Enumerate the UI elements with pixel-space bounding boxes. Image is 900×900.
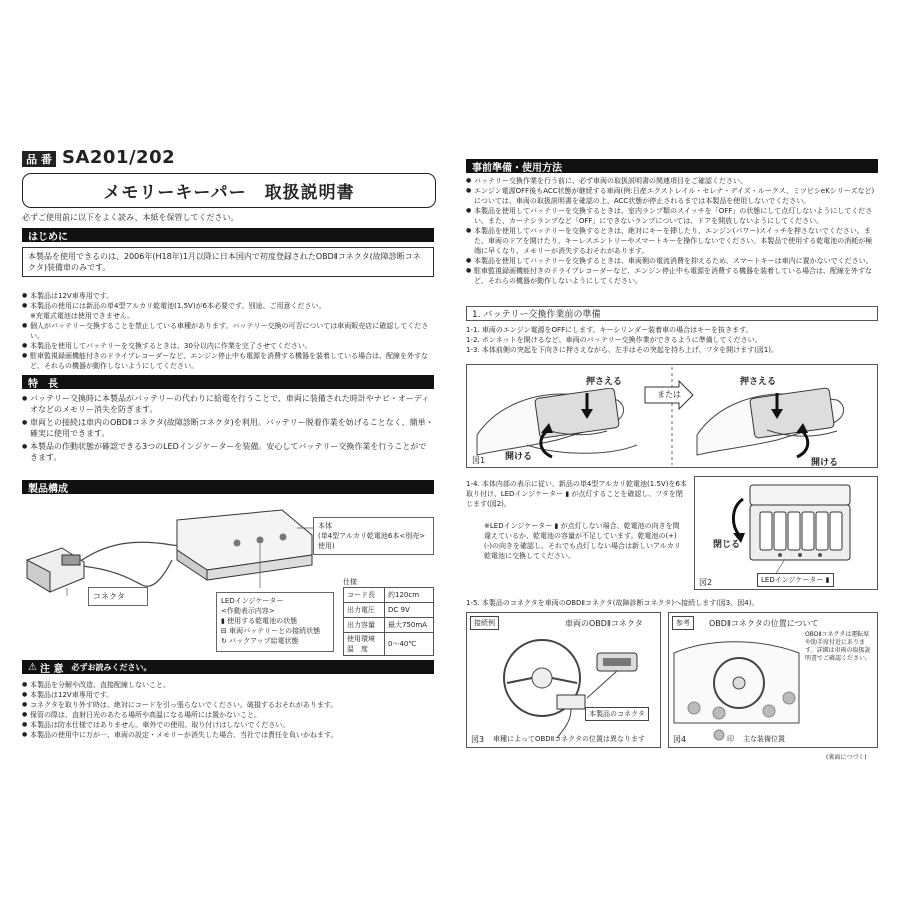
intro-box: 本製品を使用できるのは、2006年(H18年)1月以降に日本国内で初度登録されたOBDⅡコネクタ(故障診断コネクタ)装備車のみです。 [22, 247, 434, 277]
list-item: ● 個人がバッテリー交換することを禁止している車種があります。バッテリー交換の可否については車両販売店に確認してください。 [22, 321, 434, 341]
preface-text: 必ずご使用前に以下をよく読み、本紙を保管してください。 [22, 213, 239, 222]
list-item-note: ※充電式電池は使用できません。 [30, 312, 135, 320]
continued-note: (裏面につづく) [826, 754, 867, 761]
open-label-left: 開ける [505, 452, 533, 462]
vehicle-variation-note: 車種によってOBDⅡコネクタの位置は異なります [493, 735, 646, 743]
step1-lines [466, 325, 878, 355]
list-item: ● バッテリー交換時に本製品がバッテリーの代わりに給電を行うことで、車両に装備された時計やナビ・オーディオなどのメモリー消失を防ぎます。 [22, 393, 434, 415]
step-1-4-note: ※LEDインジケーター ▮ が点灯しない場合、乾電池の向きを間違えているか、乾電池の容量が不足しています。乾電池の(+)(-)の向きを確認し、それでも点灯しない場合は新しいアルカリ乾電池に交換してください。 [484, 522, 681, 560]
list-item: ● バッテリー交換作業を行う前に、必ず車両の取扱説明書の関連項目をご確認ください。 [466, 176, 878, 186]
document-title: メモリーキーパー 取扱説明書 [22, 173, 436, 208]
list-item: ● エンジン電源OFF後もACC状態が継続する車両(例:日産エクストレイル・セレナ・デイズ・ルークス、ミツビシeKシリーズなど)については、車両の取扱説明書を確認の上、ACC状態が停止されるまでは本製品を使用しないでください。 [466, 186, 878, 206]
list-item: ● 本製品を使用してバッテリーを交換するときは、車両側の電流消費を抑えるため、スマートキーは車内に置かないでください。 [466, 256, 878, 266]
list-item: ● 駐車監視録画機能付きのドライブレコーダーなど、エンジン停止中も電源を消費する機器を装着している場合は、配線を外すなど、それらの機器が動作しないようにしてください。 [466, 266, 878, 286]
obd-location-illustration [467, 613, 660, 747]
list-item: ● 本製品を使用してバッテリーを交換するときは、室内ランプ類のスイッチを「OFF」の状態にして点灯しないようにしてください。また、カーテシランプなど「OFF」にできないランプについては、ドアを開放しないようにしてください。 [466, 206, 878, 226]
vehicle-obd-label: 車両のOBDⅡコネクタ [565, 619, 643, 628]
list-item: ● コネクタを取り外す時は、絶対にコードを引っ張らないでください。破損するおそれがあります。 [22, 700, 434, 710]
open-label-right: 開ける [811, 458, 839, 468]
or-label: または [657, 390, 681, 399]
led-item: ⊟ 車両バッテリーとの接続状態 [221, 627, 321, 635]
figure-1 [466, 364, 878, 468]
list-item: ● 駐車監視録画機能付きのドライブレコーダーなど、エンジン停止中も電源を消費する機器を装着している場合は、配線を外すなど、それらの機器が動作しないようにしてください。 [22, 351, 434, 371]
figure-3 [466, 612, 661, 748]
list-item: ● 本製品の使用には新品の単4型アルカリ乾電池(1.5V)が6本必要です。別途、ご用意ください。 [22, 301, 434, 311]
body-callout [313, 517, 434, 555]
list-item: ● 本製品は12V車専用です。 [22, 291, 434, 301]
connector-drawing [27, 548, 84, 592]
caution-bullets [22, 680, 434, 740]
features-heading: 特 長 [22, 375, 434, 389]
spec-title: 仕様 [343, 578, 357, 586]
table-row: コード長 約120cm [344, 588, 434, 603]
legend-mark: 印 [727, 735, 734, 743]
list-item: ● 本製品を分解や改造、直接配線しないこと。 [22, 680, 434, 690]
list-item: ● 本製品は防水仕様ではありません。車外での使用、取り付けはしないでください。 [22, 720, 434, 730]
backup-icon: ↻ [221, 637, 227, 645]
led-item: ▮ 使用する乾電池の状態 [221, 617, 298, 625]
obd-location-note: OBDⅡコネクタは運転席や助手席付近にあります。詳細は車両の取扱説明書でご確認ください。 [805, 631, 872, 662]
battery-icon: ▮ [221, 617, 225, 625]
step-1-5-text: 1-5. 本製品のコネクタを車両のOBDⅡコネクタ(故障診断コネクタ)へ接続します(図3、図4)。 [466, 599, 759, 607]
step-line: 1-1. 車両のエンジン電源をOFFにします。キーシリンダー装着車の場合はキーを抜きます。 [466, 326, 753, 334]
product-connector-label: 本製品のコネクタ [585, 707, 649, 721]
led-indicator-label: LEDインジケーター ▮ [757, 573, 834, 587]
press-label-left: 押さえる [583, 373, 625, 388]
figure-label: 図3 [471, 735, 485, 744]
figure-2 [694, 476, 878, 590]
list-item: ● 車両との接続は車内のOBDⅡコネクタ(故障診断コネクタ)を利用。バッテリー脱着作業を妨げることなく、簡単・確実に使用できます。 [22, 417, 434, 439]
press-label-right: 押さえる [737, 373, 779, 388]
led-subtitle: <作動表示内容> [221, 607, 275, 615]
obd-location-title: OBDⅡコネクタの位置について [709, 619, 819, 628]
figure-label: 図1 [472, 456, 486, 465]
hinban-badge: 品 番 [22, 151, 56, 167]
legend-text: 主な装備位置 [743, 735, 785, 743]
figure-label: 図4 [673, 735, 687, 744]
body-sub-label: (単4型アルカリ乾電池6本<別売>使用) [318, 532, 426, 550]
table-row: 出力電圧 DC 9V [344, 603, 434, 618]
list-item: ● 本製品の使用中に万が一、車両の設定・メモリーが消失した場合、当社では責任を負いかねます。 [22, 730, 434, 740]
reference-tag: 参考 [672, 616, 694, 630]
step-line: 1-3. 本体前側の突起を下向きに押さえながら、左手はその突起を持ち上げ、フタを開けます(図1)。 [466, 346, 779, 354]
led-callout [216, 592, 334, 652]
figure-label: 図2 [699, 578, 713, 587]
model-number: SA201/202 [62, 147, 176, 168]
table-row: 出力容量 最大750mA [344, 618, 434, 633]
caution-heading-bar: ⚠ 注 意 必ずお読みください。 [22, 660, 434, 674]
list-item: ● 本製品を使用してバッテリーを交換するときは、30分以内に作業を完了させてください。 [22, 341, 434, 351]
battery-icon: ▮ [825, 576, 830, 584]
spec-table-block [343, 577, 434, 656]
features-bullets [22, 393, 434, 463]
step-1-4-text: 1-4. 本体内部の表示に従い、新品の単4型アルカリ乾電池(1.5V)を6本取り付け、LEDインジケーター ▮ が点灯することを確認し、フタを閉じます(図2)。 [466, 480, 687, 508]
intro-heading: はじめに [22, 228, 434, 242]
prep-heading: 事前準備・使用方法 [466, 159, 878, 173]
intro-bullets [22, 291, 434, 371]
list-item: ● 本製品の作動状態が確認できる3つのLEDインジケーターを装備。安心してバッテリー交換作業を行うことができます。 [22, 441, 434, 463]
led-title: LEDインジケーター [221, 597, 284, 605]
step-line: 1-2. ボンネットを開けるなど、車両のバッテリー交換作業ができるように準備してください。 [466, 336, 762, 344]
spec-table [343, 587, 434, 656]
warning-icon: ⚠ [28, 661, 37, 673]
table-row: 使用環境温 度 0〜40℃ [344, 633, 434, 656]
contents-heading: 製品構成 [22, 480, 434, 494]
prep-bullets [466, 176, 878, 286]
figure-4 [668, 612, 878, 748]
connector-callout: コネクタ [88, 587, 148, 606]
main-body-drawing [177, 510, 312, 580]
car-battery-icon: ⊟ [221, 627, 227, 635]
body-label: 本体 [318, 522, 332, 530]
step1-heading: 1. バッテリー交換作業前の準備 [466, 306, 878, 321]
list-item: ● 本製品を使用してバッテリーを交換するときは、絶対にキーを挿したり、エンジン(パワー)スイッチを押さないでください。また、車両のドアを開けたり、キーレスエントリーやスマートキーを操作しないでください。本製品で使用する乾電池の消耗が極端に早くなり、メモリーが消失するおそれがあります。 [466, 226, 878, 256]
close-label: 閉じる [713, 540, 741, 550]
list-item: ● 本製品は12V車専用です。 [22, 690, 434, 700]
connection-example-tag: 接続例 [470, 616, 499, 630]
led-item: ↻ バックアップ給電状態 [221, 637, 299, 645]
list-item: ● 保管の際は、直射日光のあたる場所や高温になる場所には置かないこと。 [22, 710, 434, 720]
